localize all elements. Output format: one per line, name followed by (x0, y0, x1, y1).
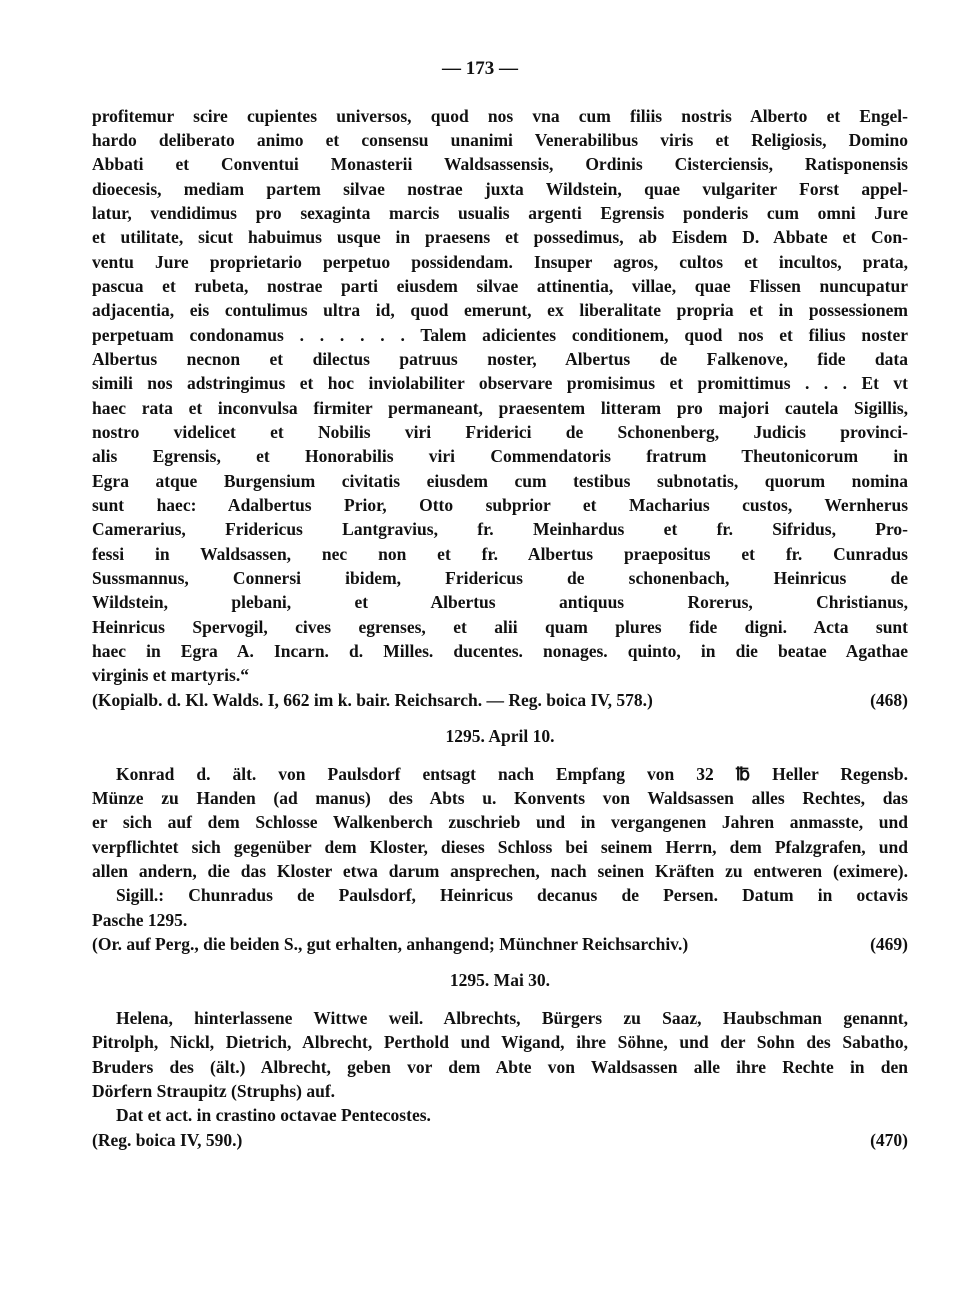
source-line (92, 932, 908, 956)
document-date: 1295. April 10. (445, 726, 555, 746)
text-line: verpflichtet sich gegenüber dem Kloster, dieses Schloss bei seinem Herrn, dem Pfalzgrafen, und (92, 837, 908, 857)
document-number: (468) (870, 690, 908, 710)
text-line: haec in Egra A. Incarn. d. Milles. ducentes. nonages. quinto, in die beatae Agathae (92, 641, 908, 661)
text-line: Abbati et Conventui Monasterii Waldsassensis, Ordinis Cisterciensis, Ratisponensis (92, 154, 908, 174)
source-citation: (Kopialb. d. Kl. Walds. I, 662 im k. bair. Reichsarch. — Reg. boica IV, 578.) (92, 690, 653, 710)
text-line: Helena, hinterlassene Wittwe weil. Albrechts, Bürgers zu Saaz, Haubschman genannt, (116, 1008, 908, 1028)
source-citation: (Or. auf Perg., die beiden S., gut erhalten, anhangend; Münchner Reichsarchiv.) (92, 934, 689, 954)
text-line: Münze zu Handen (ad manus) des Abts u. Konvents von Waldsassen alles Rechtes, das (92, 788, 908, 808)
text-line: sunt haec: Adalbertus Prior, Otto subprior et Macharius custos, Wernherus (92, 495, 908, 515)
text-line: pascua et rubeta, nostrae parti eiusdem silvae attinentia, villae, quae Flissen nuncupatur (92, 276, 908, 296)
text-line: et utilitate, sicut habuimus usque in praesens et possedimus, ab Eisdem D. Abbate et Con- (92, 227, 908, 247)
text-line: Heinricus Spervogil, cives egrenses, et alii quam plures fide digni. Acta sunt (92, 617, 908, 637)
text-line-last: Dörfern Straupitz (Struphs) auf. (92, 1081, 336, 1101)
text-line: Pitrolph, Nickl, Dietrich, Albrecht, Perthold und Wigand, ihre Söhne, und der Sohn des Sabatho, (92, 1032, 908, 1052)
document-date: 1295. Mai 30. (449, 970, 551, 990)
text-line: nostro videlicet et Nobilis viri Friderici de Schonenberg, Judicis provinci- (92, 422, 908, 442)
text-line: hardo deliberato animo et consensu unanimi Venerabilibus viris et Religiosis, Domino (92, 130, 908, 150)
document-number: (470) (870, 1130, 908, 1150)
text-line: adjacentia, eis contulimus ultra id, quod emerunt, ex liberalitate propria et in possessionem (92, 300, 908, 320)
text-line: Albertus necnon et dilectus patruus noster, Albertus de Falkenove, fide data (92, 349, 908, 369)
text-line: ventu Jure proprietario perpetuo possidendam. Insuper agros, cultos et incultos, prata, (92, 252, 908, 272)
text-line: haec rata et inconvulsa firmiter permaneant, praesentem litteram pro majori cautela Sigillis, (92, 398, 908, 418)
text-line: dioecesis, mediam partem silvae nostrae juxta Wildstein, quae vulgariter Forst appel- (92, 179, 908, 199)
text-line: Egra atque Burgensium civitatis eiusdem cum testibus subnotatis, quorum nomina (92, 471, 908, 491)
text-line: Camerarius, Fridericus Lantgravius, fr. Meinhardus et fr. Sifridus, Pro- (92, 519, 908, 539)
text-line: allen andern, die das Kloster etwa darum ansprechen, nach seinen Kräften zu entweren (eximere). (92, 861, 908, 881)
text-line: latur, vendidimus pro sexaginta marcis usualis argenti Egrensis ponderis cum omni Jure (92, 203, 908, 223)
document-number: (469) (870, 934, 908, 954)
dating-clause: Dat et act. in crastino octavae Pentecostes. (116, 1105, 431, 1125)
text-line: Konrad d. ält. von Paulsdorf entsagt nach Empfang von 32 ℔ Heller Regensb. (116, 764, 908, 784)
text-line: alis Egrensis, et Honorabilis viri Commendatoris fratrum Theutonicorum in (92, 446, 908, 466)
text-line: er sich auf dem Schlosse Walkenberch zuschrieb und in vergangenen Jahren anmasste, und (92, 812, 908, 832)
text-line: Sigill.: Chunradus de Paulsdorf, Heinricus decanus de Persen. Datum in octavis (116, 885, 908, 905)
text-line-last: virginis et martyris.“ (92, 665, 249, 685)
source-citation: (Reg. boica IV, 590.) (92, 1130, 243, 1150)
text-line: Bruders des (ält.) Albrecht, geben vor dem Abte von Waldsassen alle ihre Rechte in den (92, 1057, 908, 1077)
text-line: perpetuam condonamus . . . . . . Talem adicientes conditionem, quod nos et filius noster (92, 325, 908, 345)
text-line: fessi in Waldsassen, nec non et fr. Albertus praepositus et fr. Cunradus (92, 544, 908, 564)
source-line (92, 688, 908, 712)
text-line: Sussmannus, Connersi ibidem, Fridericus de schonenbach, Heinricus de (92, 568, 908, 588)
source-line (92, 1128, 908, 1152)
text-line: simili nos adstringimus et hoc inviolabiliter observare promisimus et promittimus . . . Et vt (92, 373, 908, 393)
page-number-header: — 173 — (442, 58, 518, 79)
text-line: profitemur scire cupientes universos, quod nos vna cum filiis nostris Alberto et Engel- (92, 106, 908, 126)
text-line: Wildstein, plebani, et Albertus antiquus Rorerus, Christianus, (92, 592, 908, 612)
text-line-last: Pasche 1295. (92, 910, 188, 930)
